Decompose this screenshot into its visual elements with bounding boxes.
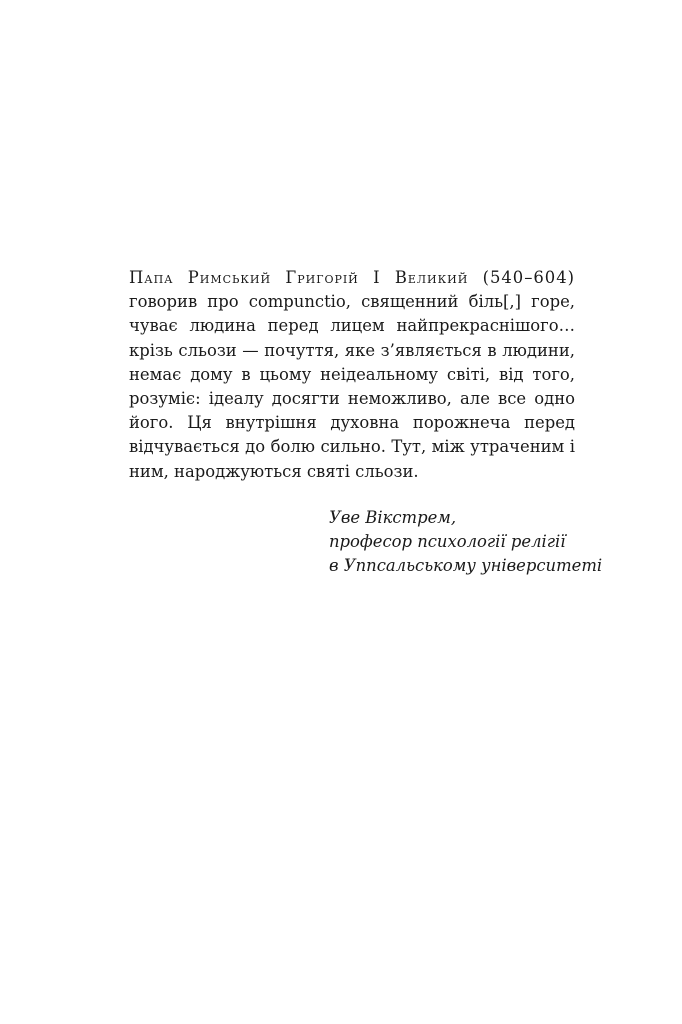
- quote-attribution: [329, 506, 602, 579]
- author-affiliation: в Уппсальському університеті: [329, 556, 603, 576]
- quote-line: Папа Римський Григорій І Великий (540–604): [129, 268, 575, 287]
- author-title: професор психології релігії: [329, 532, 566, 552]
- quote-paragraph: [129, 266, 575, 484]
- quote-line: чуває людина перед лицем найпрекраснішого…: [129, 316, 575, 336]
- quote-line: говорив про compunctio, священний біль[,] горе,: [129, 292, 575, 312]
- author-name: Уве Вікстрем,: [329, 508, 457, 527]
- quote-line: крізь сльози — почуття, яке з’являється в людини,: [129, 340, 575, 360]
- quote-line: відчувається до болю сильно. Тут, між утраченим і: [129, 437, 575, 457]
- epigraph-quote: [129, 266, 575, 484]
- quote-line: розуміє: ідеалу досягти неможливо, але все одно: [129, 388, 575, 408]
- quote-line: ним, народжуються святі сльози.: [129, 461, 419, 481]
- quote-line: його. Ця внутрішня духовна порожнеча перед: [129, 413, 575, 433]
- quote-line: немає дому в цьому неідеальному світі, від того,: [129, 364, 575, 384]
